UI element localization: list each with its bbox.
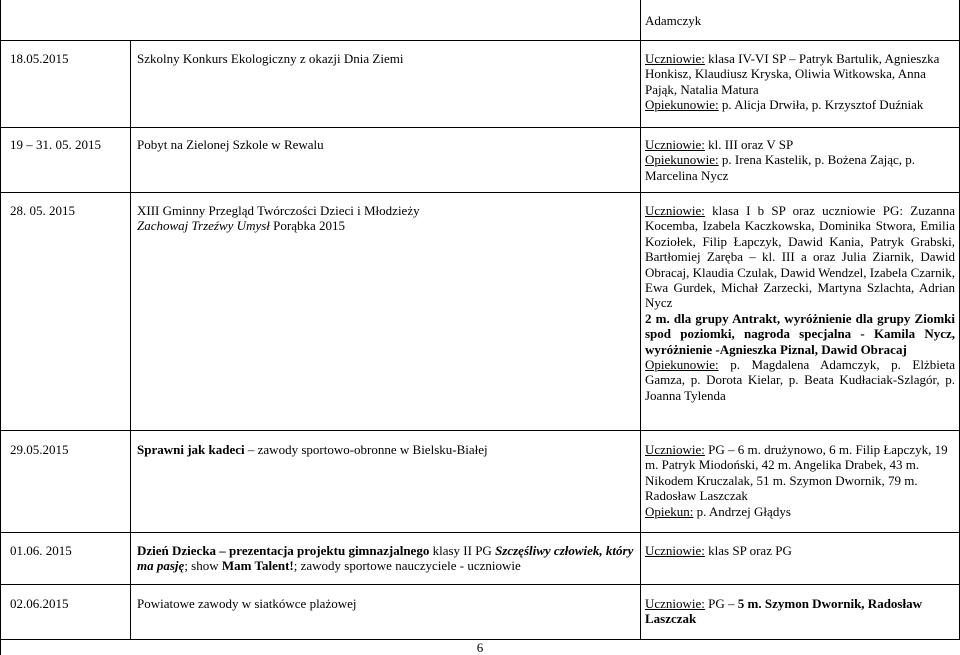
row-participants	[645, 596, 955, 627]
column-divider-2	[640, 0, 641, 640]
row-event	[137, 203, 637, 234]
teachers-label: Opiekunowie:	[645, 152, 719, 168]
students-text: PG –	[708, 596, 735, 611]
row-event	[137, 543, 637, 574]
event-bold: Sprawni jak kadeci	[137, 442, 245, 457]
row-participants	[645, 442, 955, 519]
row-border	[0, 127, 960, 128]
row-border	[0, 584, 960, 585]
teachers-text: p. Magdalena Adamczyk, p. Elżbieta Gamza, p. Dorota Kielar, p. Beata Kudłaciak-Szlagór, p. Joanna Tylenda	[645, 357, 955, 403]
event-bold: Dzień Dziecka – prezentacja projektu gimnazjalnego	[137, 543, 430, 558]
students-text: klas SP oraz PG	[708, 543, 792, 558]
students-text: klasa I b SP oraz uczniowie PG: Zuzanna Kocemba, Izabela Kaczkowska, Dominika Stwora, Emilia Koziołek, Filip Łapczyk, Dawid Kania, Patryk Grabski, Bartłomiej Zaręba – kl. III a oraz Julia Ziarnik, Dawid Obracaj, Klaudia Czulak, Dawid Wendzel, Izabela Czarnik, Ewa Gurdek, Michał Zarzecki, Martyna Szlachta, Adrian Nycz	[645, 203, 956, 311]
students-label: Uczniowie:	[645, 596, 705, 611]
students-text: klasa IV-VI SP – Patryk Bartulik, Agnieszka Honkisz, Klaudiusz Kryska, Oliwia Witkowska, Anna Pająk, Natalia Matura	[645, 51, 940, 97]
event-text: ; show	[184, 558, 219, 574]
students-label: Uczniowie:	[645, 543, 705, 558]
students-bold-text: 5 m. Szymon Dwornik, Radosław Laszczak	[645, 596, 922, 627]
event-tail: Porąbka 2015	[273, 218, 346, 234]
award-text: 2 m. dla grupy Antrakt, wyróżnienie dla grupy Ziomki spod poziomki, nagroda specjalna - Kamila Nycz, wyróżnienie -Agnieszka Piznal, Dawid Obracaj	[645, 310, 955, 357]
column-divider-1	[130, 40, 131, 640]
row-border	[0, 40, 960, 41]
teachers-label: Opiekunowie:	[645, 97, 719, 113]
event-italic-title: Zachowaj Trzeźwy Umysł	[137, 218, 270, 234]
row-border	[0, 192, 960, 193]
students-label: Uczniowie:	[645, 137, 705, 152]
row-border	[0, 430, 960, 431]
row-participants	[645, 51, 955, 113]
row-date: 01.06. 2015	[10, 543, 72, 558]
students-label: Uczniowie:	[645, 203, 705, 218]
students-label: Uczniowie:	[645, 442, 705, 457]
row-participants	[645, 203, 955, 403]
event-text: klasy II PG	[432, 543, 492, 558]
row-date: 02.06.2015	[10, 596, 69, 611]
event-title: XIII Gminny Przegląd Twórczości Dzieci i Młodzieży	[137, 203, 420, 218]
teachers-label: Opiekunowie:	[645, 357, 719, 373]
row-date: 18.05.2015	[10, 51, 69, 66]
event-bold: Mam Talent!	[221, 558, 294, 574]
row-date: 29.05.2015	[10, 442, 69, 457]
teachers-label: Opiekun:	[645, 503, 694, 519]
event-text: ; zawody sportowe nauczyciele - uczniowie	[293, 558, 521, 574]
row-date: 28. 05. 2015	[10, 203, 75, 218]
left-border	[0, 0, 1, 655]
row-event: Powiatowe zawody w siatkówce plażowej	[137, 596, 357, 611]
students-label: Uczniowie:	[645, 51, 705, 66]
teachers-text: p. Irena Kastelik, p. Bożena Zając, p. Marcelina Nycz	[645, 152, 916, 183]
event-bold-italic: Szczęśliwy człowiek, który ma pasję	[137, 543, 634, 574]
teachers-text: p. Alicja Drwiła, p. Krzysztof Duźniak	[721, 97, 924, 113]
row-participants	[645, 543, 955, 558]
page-number: 6	[476, 640, 484, 655]
row-date: 19 – 31. 05. 2015	[10, 137, 101, 152]
top-cell-text: Adamczyk	[645, 13, 702, 28]
row-event: Pobyt na Zielonej Szkole w Rewalu	[137, 137, 324, 152]
teachers-text: p. Andrzej Głądys	[696, 503, 791, 519]
students-text: PG – 6 m. drużynowo, 6 m. Filip Łapczyk, 19 m. Patryk Miodoński, 42 m. Angelika Drabek, 43 m. Nikodem Kruczalak, 51 m. Szymon Dwornik, 79 m. Radosław Laszczak	[645, 442, 948, 504]
row-border	[0, 532, 960, 533]
students-text: kl. III oraz V SP	[708, 137, 794, 152]
row-participants	[645, 137, 955, 183]
row-event: Szkolny Konkurs Ekologiczny z okazji Dnia Ziemi	[137, 51, 404, 66]
event-tail: – zawody sportowo-obronne w Bielsku-Białej	[247, 442, 488, 457]
row-event	[137, 442, 637, 457]
